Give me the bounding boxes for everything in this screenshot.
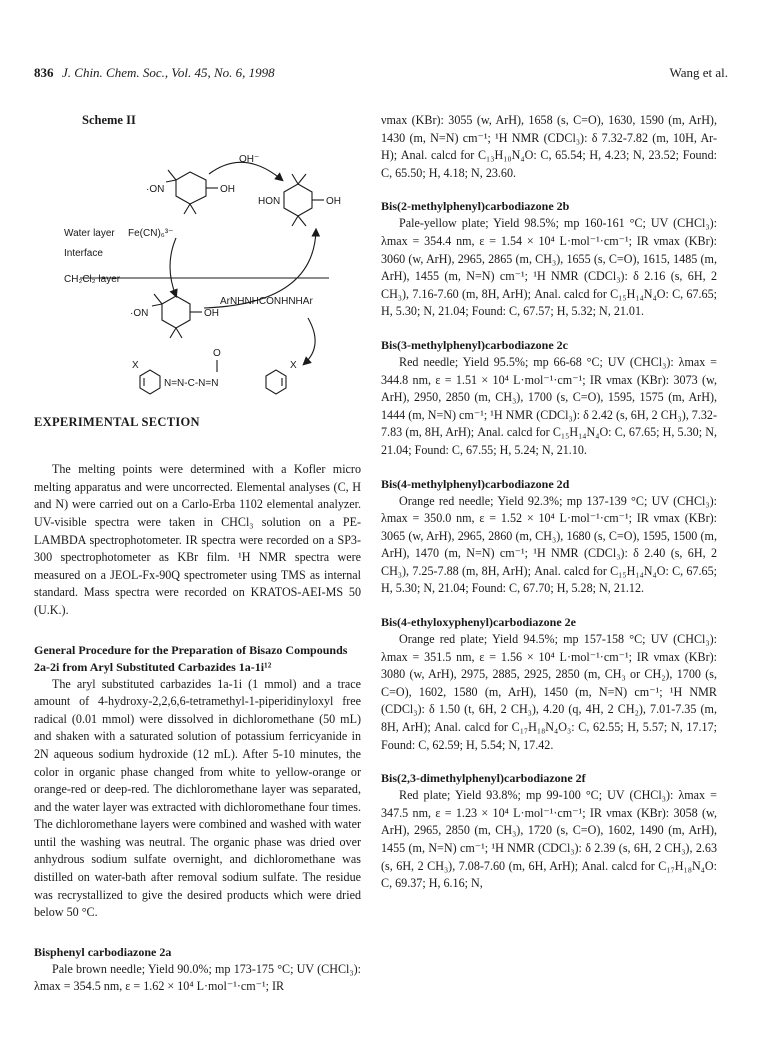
compound-2e-paragraph: Orange red plate; Yield 94.5%; mp 157-158 °C; UV (CHCl₃): λmax = 351.5 nm, ε = 1.56 × 10⁴ L·mol⁻¹·cm⁻¹; IR νmax (KBr): 3080 (w, ArH), 2975, 2885, 2925, 2850 (m, CH₃ or CH₂), 1700 (s, C=O), 1602, 1580 (m, ArH), 1450 (m, N=N) cm⁻¹; ¹H NMR (CDCl₃): δ 1.50 (t, 6H, 2 CH₃), 4.20 (q, 4H, 2 CH₂), 7.01-7.35 (m, 8H, ArH); Anal. calcd for C₁₇H₁₈N₄O₃: C, 62.55; H, 5.57; N, 17.17; Found: C, 62.59; H, 5.54; N, 17.42.	[381, 632, 717, 752]
hydroxyl-label-top-right: OH	[326, 195, 341, 207]
scheme-title: Scheme II	[82, 113, 136, 127]
compound-2b-heading: Bis(2-methylphenyl)carbodiazone 2b	[381, 199, 570, 214]
compound-2a-continuation: νmax (KBr): 3055 (w, ArH), 1658 (s, C=O), 1630, 1590 (m, ArH), 1430 (m, N=N) cm⁻¹; ¹H NMR (CDCl₃): δ 7.32-7.82 (m, 10H, Ar-H); Anal. calcd for C₁₃H₁₀N₄O: C, 65.54; H, 4.23; N, 23.52; Found: C, 65.50; H, 4.18; N, 23.60.	[381, 113, 717, 180]
compound-2f-heading: Bis(2,3-dimethylphenyl)carbodiazone 2f	[381, 771, 586, 786]
dichloromethane-layer-label: CH₂Cl₂ layer	[64, 273, 121, 285]
product-phenyl-left	[140, 370, 160, 394]
journal-citation: J. Chin. Chem. Soc., Vol. 45, No. 6, 1998	[62, 65, 275, 80]
compound-2c-paragraph: Red needle; Yield 95.5%; mp 66-68 °C; UV (CHCl₃): λmax = 344.8 nm, ε = 1.51 × 10⁴ L·mol⁻¹·cm⁻¹; IR νmax (KBr): 3073 (w, ArH), 2950, 2850 (m, CH₃), 1700 (s, C=O), 1595, 1575 (m, ArH), 1444 (m, N=N) cm⁻¹; ¹H NMR (CDCl₃): δ 2.42 (s, 6H, 2 CH₃), 7.32-7.83 (m, 8H, ArH); Anal. calcd for C₁₅H₁₄N₄O: C, 67.65; H, 5.30; N, 21.04; Found: C, 67.55; H, 5.24; N, 21.10.	[381, 354, 717, 457]
compound-2d-heading: Bis(4-methylphenyl)carbodiazone 2d	[381, 476, 570, 491]
hydroxide-label: OH⁻	[239, 153, 260, 165]
product-substituent-left: X	[132, 359, 139, 371]
general-procedure-heading: General Procedure for the Preparation of Bisazo Compounds 2a-2i from Aryl Substituted Carbazides 1a-1i¹²	[34, 642, 348, 674]
compound-2e-heading: Bis(4-ethyloxyphenyl)carbodiazone 2e	[381, 615, 576, 630]
compound-2f-paragraph: Red plate; Yield 93.8%; mp 99-100 °C; UV (CHCl₃): λmax = 347.5 nm, ε = 1.23 × 10⁴ L·mol⁻¹·cm⁻¹; IR νmax (KBr): 3058 (w, ArH), 2965, 2850 (m, CH₃), 1720 (s, C=O), 1602, 1490 (m, ArH), 1455 (m, N=N) cm⁻¹; ¹H NMR (CDCl₃): δ 2.39 (s, 6H, 2 CH₃), 2.63 (s, 6H, 2 CH₃), 7.08-7.60 (m, 6H, ArH); Anal. calcd for C₁₇H₁₈N₄O: C, 69.37; H, 6.16; N,	[381, 788, 717, 891]
piperidine-ring-top-right	[284, 174, 324, 226]
hydroxyl-label-bottom: OH	[204, 307, 219, 319]
water-layer-label: Water layer	[64, 227, 115, 239]
compound-2a-heading: Bisphenyl carbodiazone 2a	[34, 944, 172, 959]
compound-2c-heading: Bis(3-methylphenyl)carbodiazone 2c	[381, 337, 568, 352]
product-chain-label: N=N-C-N=N	[164, 377, 219, 389]
page-number: 836	[34, 65, 54, 80]
product-oxygen-label: O	[213, 347, 221, 359]
product-substituent-right: X	[290, 359, 297, 371]
experimental-heading: EXPERIMENTAL SECTION	[34, 414, 200, 429]
compound-2d-paragraph: Orange red needle; Yield 92.3%; mp 137-139 °C; UV (CHCl₃): λmax = 350.0 nm, ε = 1.52 × 10⁴ L·mol⁻¹·cm⁻¹; IR νmax (KBr): 3065 (w, ArH), 2965, 2860 (m, CH₃), 1680 (s, C=O), 1595, 1500 (m, ArH), 1470 (m, N=N) cm⁻¹; ¹H NMR (CDCl₃): δ 2.40 (s, 6H, 2 CH₃), 7.25-7.88 (m, 8H, ArH); Anal. calcd for C₁₅H₁₄N₄O: C, 67.65; H, 5.30; N, 21.04; Found: C, 67.70; H, 5.28; N, 21.12.	[381, 493, 717, 596]
nitroxide-radical-label: ·ON	[146, 183, 165, 195]
general-procedure-paragraph: The aryl substituted carbazides 1a-1i (1 mmol) and a trace amount of 4-hydroxy-2,2,6,6-tetramethyl-1-piperidinyloxyl free radical (0.01 mmol) were dissolved in dichloromethane (50 mL) and shaken with a saturated solution of potassium ferricyanide in 2N aqueous sodium hydroxide (12 mL). After 5-10 minutes, the color in organic phase changed from white to yellow-orange or orange-red or deep-red. The dichloromethane layer was separated, and the water layer was extracted with dichloromethane four times. The dichloromethane layers were combined and washed with water until the washing was neutral. The organic phase was dried over anhydrous sodium sulfate overnight, and dichloromethane was distilled on water-bath after removal sodium sulfate. The residue was recrystallized to give the desired products which were dried below 50 °C.	[34, 676, 361, 920]
ferricyanide-arrow	[170, 238, 176, 296]
running-authors: Wang et al.	[669, 65, 728, 80]
product-arrow	[304, 318, 315, 364]
carbazide-reagent-label: ArNHNHCONHNHAr	[220, 295, 313, 307]
hydroxylamine-label: HON	[258, 195, 281, 207]
compound-2b-paragraph: Pale-yellow plate; Yield 98.5%; mp 160-161 °C; UV (CHCl₃): λmax = 354.4 nm, ε = 1.54 × 10⁴ L·mol⁻¹·cm⁻¹; IR νmax (KBr): 3060 (w, ArH), 2965, 2865 (m, CH₃), 1655 (s, C=O), 1615, 1485 (m, ArH), 1455 (m, N=N) cm⁻¹; ¹H NMR (CDCl₃): δ 2.16 (s, 6H, 2 CH₃), 7.16-7.60 (m, 8H, ArH); Anal. calcd for C₁₅H₁₄N₄O: C, 67.65; H, 5.30; N, 21.04; Found: C, 67.57; H, 5.32; N, 21.01.	[381, 216, 717, 319]
reaction-scheme-drawing	[34, 136, 361, 406]
ferricyanide-label: Fe(CN)₆³⁻	[128, 227, 174, 239]
product-phenyl-right	[266, 370, 286, 394]
piperidine-ring-top-left	[166, 170, 218, 214]
interface-label: Interface	[64, 247, 103, 259]
experimental-intro-paragraph: The melting points were determined with a Kofler micro melting apparatus and were uncorrected. Elemental analyses (C, H and N) were carried out on a Carlo-Erba 1102 elemental analyzer. UV-visible spectra were taken in CHCl₃ solution on a PE-LAMBDA spectrophotometer. IR spectra were recorded on a SP3-300 spectrophotometer as KBr film. ¹H NMR spectra were measured on a JEOL-Fx-90Q spectrometer using TMS as internal standard. Mass spectra were recorded on KRATOS-AEI-MS 50 (U.K.).	[34, 462, 361, 617]
nitroxide-radical-bottom-label: ·ON	[130, 307, 149, 319]
left-column	[34, 112, 361, 996]
hydroxyl-label-top-left: OH	[220, 183, 235, 195]
reaction-scheme	[34, 136, 361, 406]
page-header	[34, 65, 728, 85]
piperidine-ring-bottom	[152, 294, 202, 338]
compound-2a-paragraph: Pale brown needle; Yield 90.0%; mp 173-175 °C; UV (CHCl₃): λmax = 354.5 nm, ε = 1.62 × 10⁴ L·mol⁻¹·cm⁻¹; IR	[34, 961, 361, 994]
right-column	[381, 112, 717, 893]
